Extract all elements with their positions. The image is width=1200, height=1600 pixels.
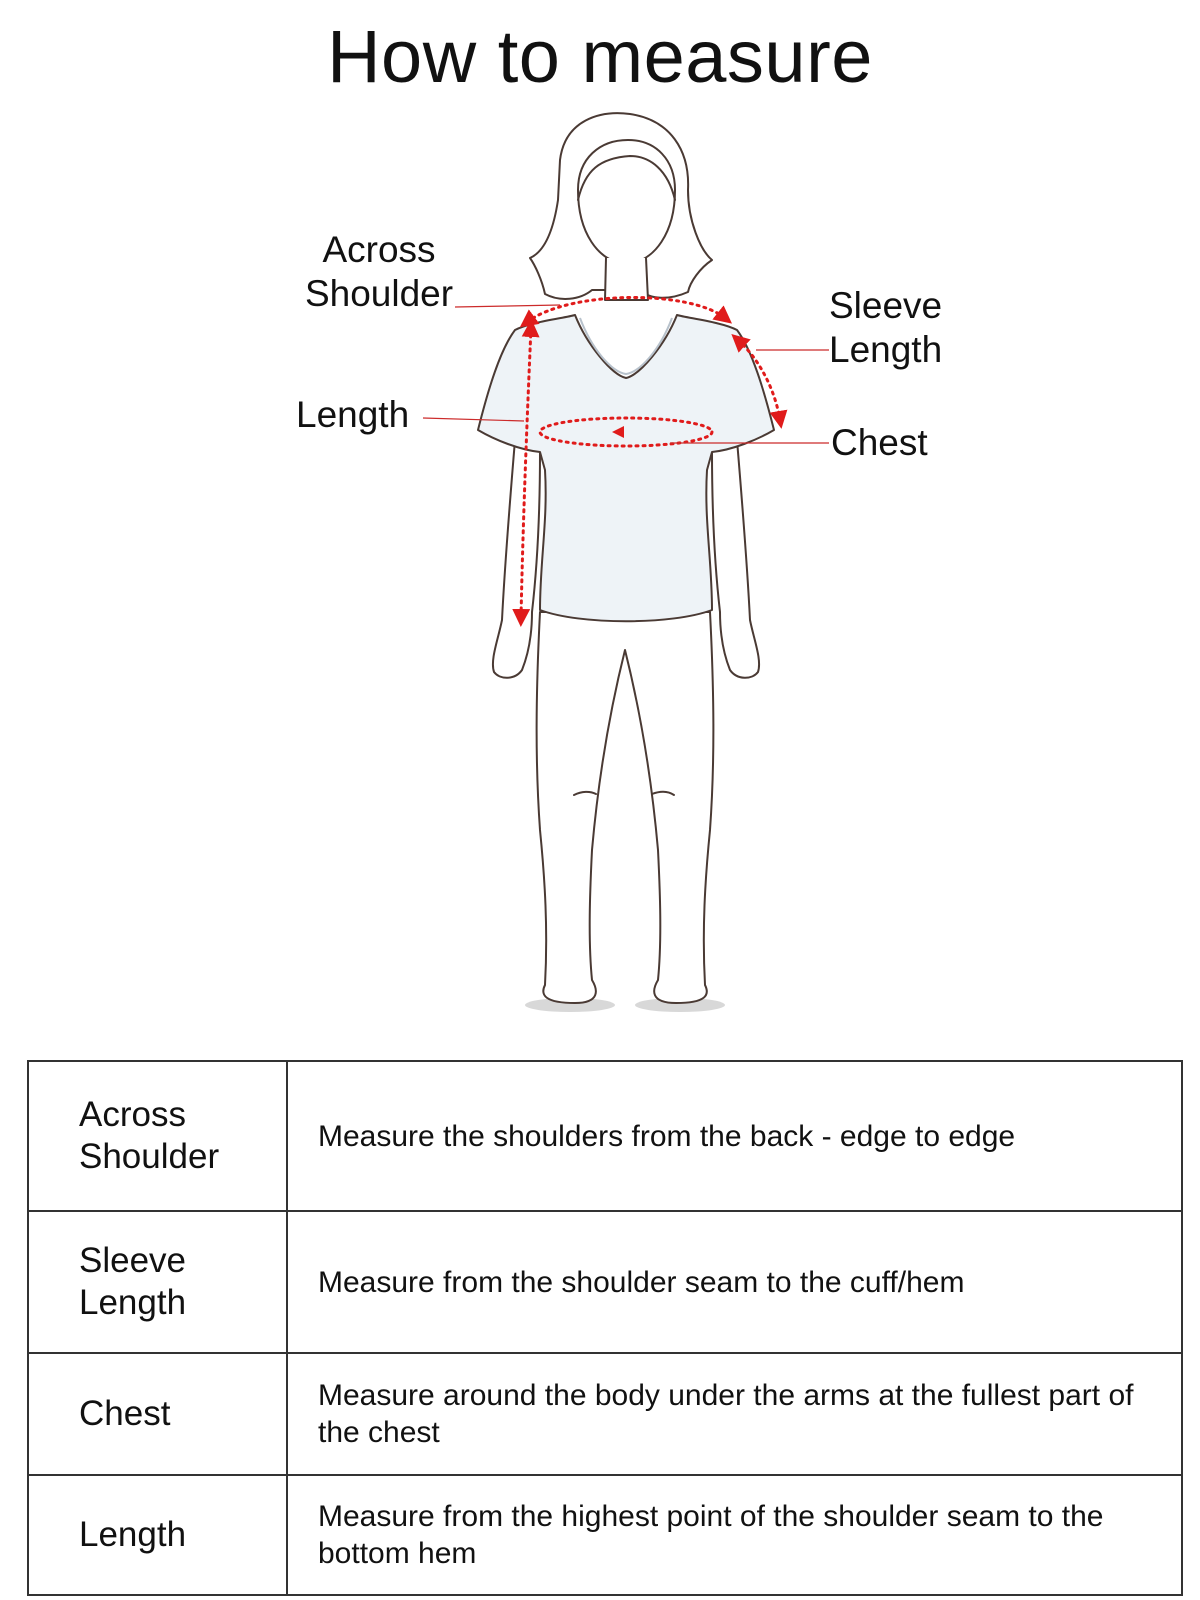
- page-title: How to measure: [327, 15, 873, 98]
- term-line: Length: [79, 1515, 187, 1554]
- callout-line: Sleeve: [829, 285, 943, 326]
- callout-line: Length: [829, 329, 943, 370]
- measurement-description: Measure around the body under the arms at the fullest part of the chest: [287, 1353, 1182, 1475]
- table-row: [28, 1353, 1182, 1475]
- measurement-description: Measure the shoulders from the back - edge to edge: [287, 1061, 1182, 1211]
- callout-line: Across: [322, 229, 436, 270]
- term-line: Sleeve: [79, 1241, 187, 1280]
- measurement-term: [28, 1475, 287, 1595]
- measurement-description: Measure from the shoulder seam to the cuff/hem: [287, 1211, 1182, 1353]
- callout-line: Shoulder: [304, 273, 454, 314]
- chest-callout: Chest: [831, 422, 928, 463]
- term-line: Length: [79, 1283, 187, 1322]
- measurement-term: [28, 1061, 287, 1211]
- measurement-description: Measure from the highest point of the shoulder seam to the bottom hem: [287, 1475, 1182, 1595]
- table-row: [28, 1061, 1182, 1211]
- measurement-term: [28, 1353, 287, 1475]
- neck: [605, 258, 648, 300]
- term-line: Across: [79, 1095, 186, 1134]
- across-shoulder-leader-line: [455, 305, 560, 307]
- table-row: [28, 1211, 1182, 1353]
- legs: [537, 612, 714, 1003]
- measurement-term: [28, 1211, 287, 1353]
- term-line: Shoulder: [79, 1137, 220, 1176]
- term-line: Chest: [79, 1394, 171, 1433]
- table-row: [28, 1475, 1182, 1595]
- across-shoulder-callout: [294, 228, 464, 316]
- sleeve-length-callout: [829, 284, 942, 372]
- left-arm: [493, 440, 540, 678]
- right-arm: [712, 440, 759, 678]
- length-callout: Length: [296, 394, 410, 435]
- measurement-guide-table: [27, 1060, 1183, 1596]
